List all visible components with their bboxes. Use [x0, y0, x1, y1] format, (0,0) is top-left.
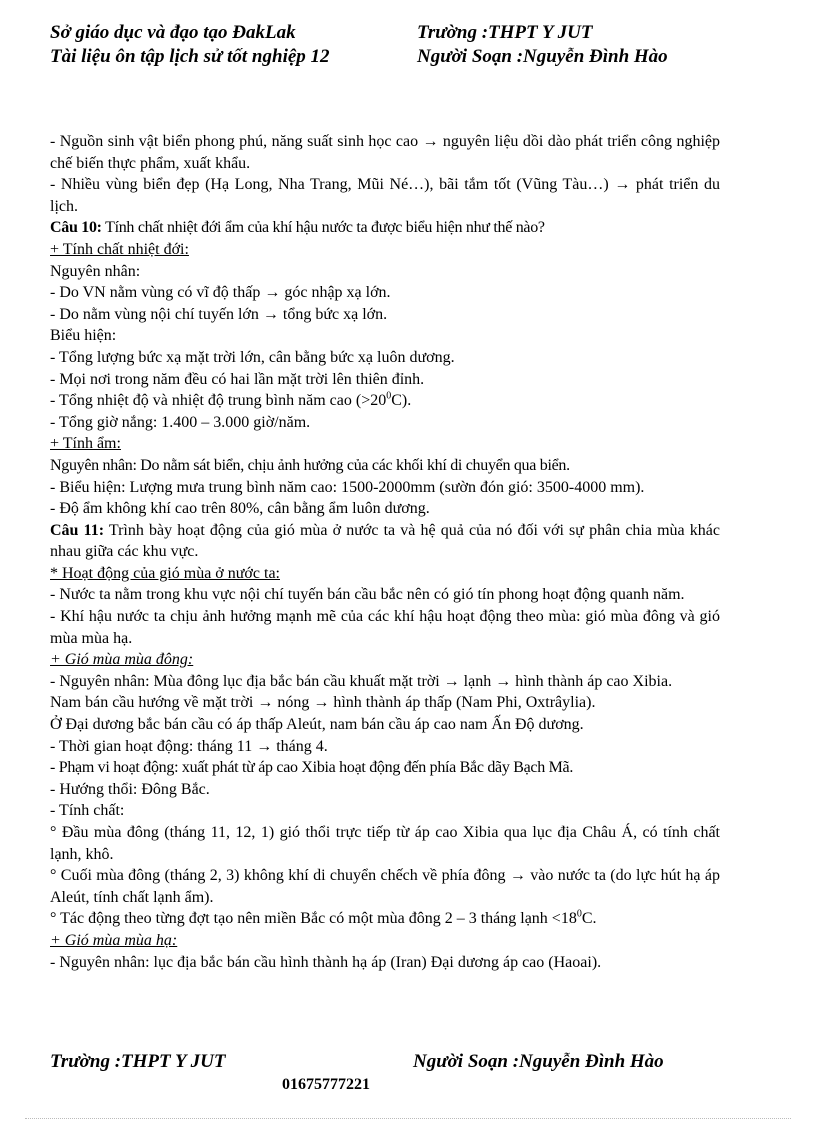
list-item: - Do nằm vùng nội chí tuyến lớn → tổng bức xạ lớn. — [50, 305, 388, 323]
question-label: Câu 10: — [50, 219, 102, 237]
question-text: Trình bày hoạt động của gió mùa ở nước ta và hệ quả của nó đối với sự phân chia mùa khác nhau giữa các khu vực. — [50, 521, 720, 561]
list-item: - Mọi nơi trong năm đều có hai lần mặt trời lên thiên đỉnh. — [50, 370, 425, 388]
list-item: - Phạm vi hoạt động: xuất phát từ áp cao Xibia hoạt động đến phía Bắc dãy Bạch Mã. — [50, 759, 574, 777]
list-item: - Thời gian hoạt động: tháng 11 → tháng 4. — [50, 737, 328, 755]
footer-phone: 01675777221 — [282, 1076, 370, 1093]
header-department: Sở giáo dục và đạo tạo ĐakLak — [50, 22, 296, 43]
header-school: Trường :THPT Y JUT — [417, 22, 593, 43]
list-item: - Tổng lượng bức xạ mặt trời lớn, cân bằng bức xạ luôn dương. — [50, 348, 455, 366]
question-label: Câu 11: — [50, 521, 105, 539]
list-item: Nguyên nhân: Do nằm sát biển, chịu ảnh hưởng của các khối khí di chuyển qua biển. — [50, 456, 570, 474]
section-heading: + Gió mùa mùa hạ: — [50, 931, 178, 949]
header-document-title: Tài liệu ôn tập lịch sử tốt nghiệp 12 — [50, 46, 330, 67]
list-item: Nam bán cầu hướng về mặt trời → nóng → hình thành áp thấp (Nam Phi, Oxtrâylia). — [50, 694, 596, 712]
footer-author: Người Soạn :Nguyễn Đình Hào — [413, 1051, 664, 1072]
section-heading: + Gió mùa mùa đông: — [50, 651, 194, 669]
list-item: - Hướng thổi: Đông Bắc. — [50, 780, 210, 798]
list-item: - Khí hậu nước ta chịu ảnh hưởng mạnh mẽ của các khí hậu hoạt động theo mùa: gió mùa đông và gió mùa mùa hạ. — [50, 608, 720, 647]
list-item: - Nước ta nằm trong khu vực nội chí tuyến bán cầu bắc nên có gió tín phong hoạt động quanh năm. — [50, 586, 685, 604]
list-item: - Tổng nhiệt độ và nhiệt độ trung bình năm cao $(>20^0C)$. — [50, 390, 412, 410]
list-item: - Biểu hiện: Lượng mưa trung bình năm cao: 1500-2000mm (sườn đón gió: 3500-4000 mm). — [50, 478, 645, 496]
list-item: ° Tác động theo từng đợt tạo nên miền Bắc có một mùa đông 2 – 3 tháng lạnh $<18^0C$. — [50, 909, 597, 928]
list-item: - Tính chất: — [50, 802, 125, 820]
page-bottom-divider — [25, 1118, 791, 1119]
label-line: Nguyên nhân: — [50, 262, 141, 280]
list-item: - Tổng giờ nắng: 1.400 – 3.000 giờ/năm. — [50, 413, 311, 431]
list-item: Ở Đại dương bắc bán cầu có áp thấp Aleút, nam bán cầu áp cao nam Ấn Độ dương. — [50, 716, 584, 734]
list-item: - Do VN nằm vùng có vĩ độ thấp → góc nhập xạ lớn. — [50, 284, 391, 302]
list-item: - Độ ẩm không khí cao trên 80%, cân bằng ẩm luôn dương. — [50, 500, 430, 518]
header-author: Người Soạn :Nguyễn Đình Hào — [417, 46, 668, 67]
question-10 — [50, 217, 720, 239]
label-line: Biểu hiện: — [50, 327, 117, 345]
footer-school: Trường :THPT Y JUT — [50, 1051, 226, 1072]
paragraph: - Nhiều vùng biển đẹp (Hạ Long, Nha Trang, Mũi Né…), bãi tắm tốt (Vũng Tàu…) → phát triển du lịch. — [50, 176, 720, 215]
list-item: - Nguyên nhân: Mùa đông lục địa bắc bán cầu khuất mặt trời → lạnh → hình thành áp cao Xibia. — [50, 672, 673, 690]
list-item: ° Đầu mùa đông (tháng 11, 12, 1) gió thổi trực tiếp từ áp cao Xibia qua lục địa Châu Á, có tính chất lạnh, khô. — [50, 824, 720, 863]
document-body — [50, 131, 720, 973]
list-item: - Nguyên nhân: lục địa bắc bán cầu hình thành hạ áp (Iran) Đại dương áp cao (Haoai). — [50, 953, 602, 971]
question-11 — [50, 520, 720, 563]
section-heading: + Tính ẩm: — [50, 435, 121, 453]
paragraph: - Nguồn sinh vật biển phong phú, năng suất sinh học cao → nguyên liệu dồi dào phát triển công nghiệp chế biến thực phẩm, xuất khẩu. — [50, 133, 720, 172]
section-heading: + Tính chất nhiệt đới: — [50, 240, 189, 258]
list-item: ° Cuối mùa đông (tháng 2, 3) không khí di chuyển chếch về phía đông → vào nước ta (do lực hút hạ áp Aleút, tính chất lạnh ẩm). — [50, 867, 720, 906]
section-heading: * Hoạt động của gió mùa ở nước ta: — [50, 564, 280, 582]
question-text: Tính chất nhiệt đới ẩm của khí hậu nước ta được biểu hiện như thế nào? — [101, 219, 545, 237]
